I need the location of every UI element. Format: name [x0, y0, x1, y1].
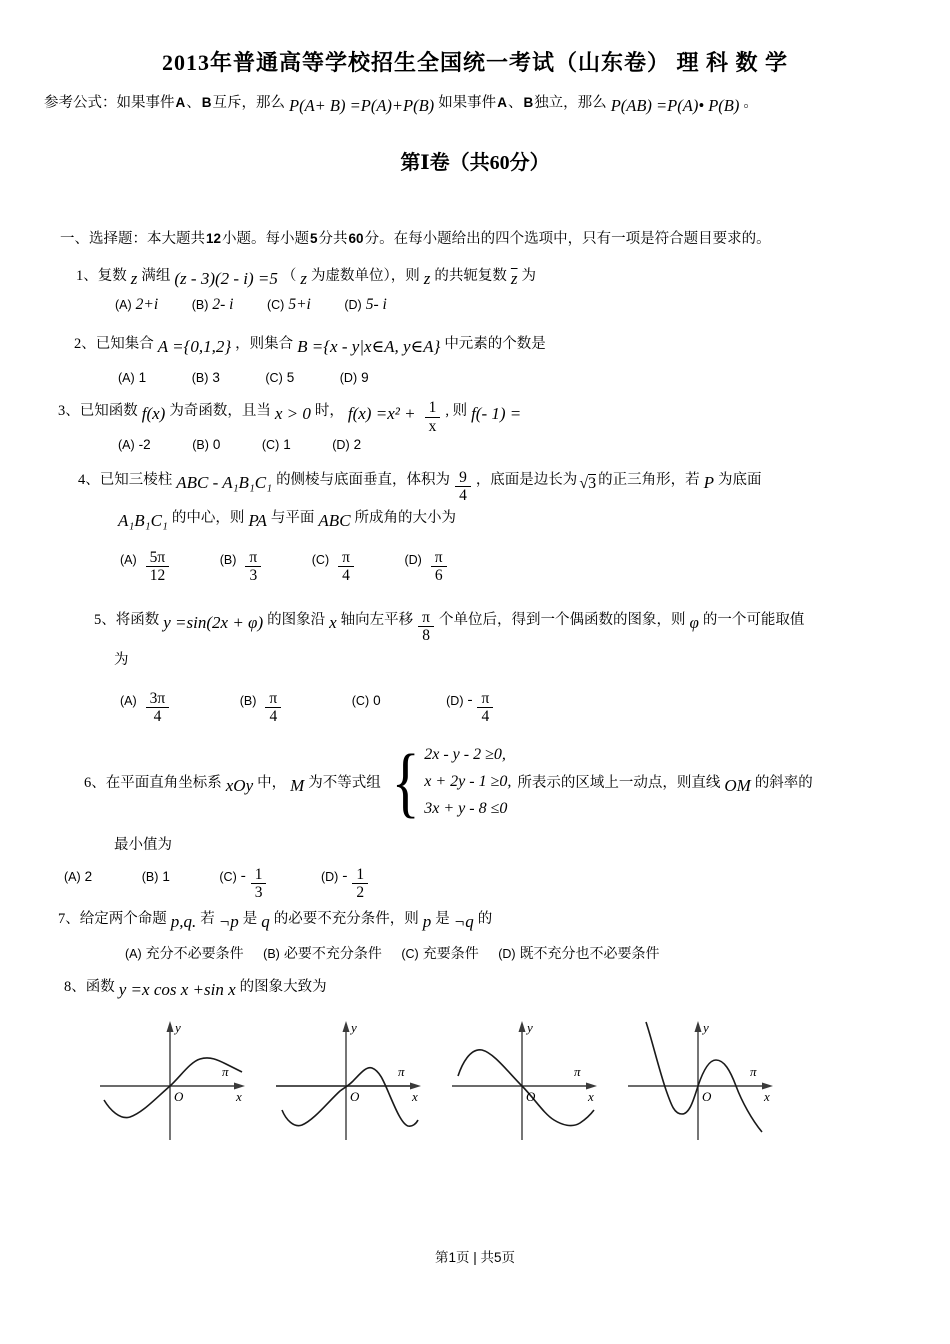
- question-6-stem: [84, 737, 950, 825]
- fraction-numerator: 3π: [149, 689, 166, 707]
- text-segment: 的正三角形，若: [598, 471, 700, 488]
- question-7-options: [125, 943, 950, 963]
- text-segment: P: [703, 472, 714, 492]
- system-brace: {: [391, 737, 420, 825]
- option-label: (B): [239, 693, 257, 708]
- text-segment: 的一个可能取值: [702, 612, 805, 629]
- text-segment: ABC - A₁B₁C₁: [176, 472, 273, 492]
- text-segment: (z - 3)(2 - i) =5: [174, 269, 278, 288]
- fraction: [352, 866, 368, 901]
- text-segment: 的图象大致为: [239, 978, 327, 995]
- option-b: [240, 688, 287, 723]
- x-axis-label: x: [412, 1089, 418, 1105]
- option-label: (B): [219, 553, 237, 568]
- option-label: (A): [64, 869, 81, 884]
- y-axis-label: y: [351, 1020, 357, 1036]
- graph-option-b: [272, 1014, 422, 1146]
- question-5-stem-line2: 为: [114, 652, 129, 669]
- option-label: (B): [192, 437, 209, 452]
- option-c: [401, 943, 478, 963]
- text-segment: 满组: [141, 268, 171, 284]
- text-segment: ABC: [318, 510, 351, 530]
- text-segment: A: [497, 95, 507, 110]
- text-segment: A: [175, 95, 186, 110]
- text-segment: 8、函数: [64, 978, 115, 995]
- question-6-options: [64, 864, 950, 899]
- text-segment: 个单位后，得到一个偶函数的图象，则: [438, 612, 686, 629]
- fraction: [431, 549, 447, 584]
- option-label: (C): [266, 297, 285, 312]
- fraction: [146, 690, 170, 725]
- fraction-denominator: 6: [431, 566, 447, 584]
- text-segment: y =sin(2x + φ): [163, 613, 264, 633]
- text-segment: z: [423, 269, 431, 288]
- question-2-options: [118, 370, 950, 387]
- option-value: 9: [361, 369, 369, 385]
- text-segment: 的斜率的: [754, 774, 813, 791]
- text-segment: 1、复数: [76, 268, 127, 284]
- text-segment: 、: [507, 95, 523, 111]
- question-6: [0, 737, 950, 901]
- inequality-system: [387, 737, 512, 825]
- option-value: 0: [212, 436, 221, 452]
- pi-label: π: [398, 1064, 405, 1080]
- text-segment: 、: [186, 95, 201, 111]
- y-axis-arrow: [167, 1021, 174, 1032]
- text-segment: 独立，那么: [534, 95, 607, 111]
- text-segment: B: [523, 95, 534, 110]
- fraction-denominator: 3: [245, 566, 261, 584]
- question-8-stem: [64, 971, 950, 1001]
- text-segment: $\frac{1}{x}$: [425, 399, 441, 434]
- text-segment: x: [329, 613, 337, 633]
- question-4: [0, 464, 950, 583]
- option-value: 5+i: [288, 295, 311, 313]
- text-segment: 为虚数单位），则: [311, 268, 420, 284]
- text-segment: （: [281, 268, 297, 284]
- text-segment: ，则集合: [235, 335, 294, 352]
- curve: [458, 1050, 594, 1126]
- fraction-numerator: π: [249, 549, 258, 567]
- text-segment: 12: [206, 231, 222, 246]
- fraction-denominator: 4: [477, 707, 493, 725]
- text-segment: 的必要不充分条件，则: [273, 910, 419, 927]
- text-segment: 5: [310, 231, 318, 246]
- option-d: [321, 864, 373, 899]
- y-axis-arrow: [519, 1021, 526, 1032]
- option-b: [192, 437, 220, 454]
- option-a: [64, 869, 92, 886]
- text-segment: ，底面是边长为: [475, 471, 578, 488]
- option-label: (B): [141, 869, 159, 884]
- question-7: [0, 903, 950, 963]
- system-line-2: x + 2y - 1 ≥0,: [424, 773, 512, 791]
- option-value: 必要不充分条件: [283, 946, 382, 962]
- option-c: [265, 370, 294, 387]
- fraction-numerator: π: [434, 549, 443, 567]
- option-a: [120, 547, 174, 585]
- section-title: 第Ⅰ卷（共60分）: [400, 152, 550, 174]
- text-segment: 的图象沿: [267, 612, 326, 629]
- text-segment: φ: [689, 613, 699, 633]
- option-label: (A): [125, 946, 142, 961]
- fraction: [338, 549, 354, 584]
- text-segment: 所成角的大小为: [354, 509, 457, 526]
- text-segment: 3、已知函数: [58, 402, 138, 419]
- question-4-stem-line1: [78, 464, 950, 502]
- question-1-stem: [76, 260, 950, 290]
- question-4-stem-line2: [114, 502, 950, 532]
- option-c: [311, 547, 359, 585]
- option-label: (C): [351, 693, 370, 708]
- option-b: [142, 869, 170, 886]
- text-segment: 为不等式组: [308, 774, 381, 791]
- text-segment: 4、已知三棱柱: [78, 471, 173, 488]
- option-label: (A): [115, 297, 132, 312]
- fraction-numerator: π: [481, 689, 490, 707]
- origin-label: O: [526, 1089, 536, 1105]
- option-label: (A): [118, 370, 135, 385]
- question-4-options: [120, 547, 950, 585]
- minus-sign: -: [342, 867, 348, 884]
- option-label: (D): [332, 437, 350, 452]
- option-label: (A): [118, 437, 135, 452]
- minus-sign: -: [467, 691, 473, 708]
- x-axis-label: x: [236, 1089, 242, 1105]
- fraction: [146, 549, 170, 584]
- y-axis-label: y: [175, 1020, 181, 1036]
- option-c: [267, 296, 311, 314]
- option-label: (A): [120, 693, 137, 708]
- option-label: (B): [191, 370, 209, 385]
- option-a: [118, 370, 146, 387]
- option-value: 1: [283, 436, 291, 452]
- x-axis-label: x: [588, 1089, 594, 1105]
- fraction-numerator: π: [342, 549, 350, 567]
- text-segment: q: [261, 911, 270, 931]
- option-c: [262, 437, 291, 454]
- graph-b-svg: [272, 1014, 422, 1146]
- text-segment: P(A+ B) =P(A)+P(B): [289, 96, 435, 115]
- text-segment: p: [422, 911, 432, 931]
- option-value: 0: [373, 692, 381, 708]
- option-label: (A): [120, 553, 137, 568]
- graph-option-c: [448, 1014, 598, 1146]
- option-value: 5- i: [365, 295, 387, 313]
- text-segment: f(- 1) =: [471, 403, 522, 423]
- text-segment: p,q.: [170, 911, 197, 931]
- text-segment: P(AB) =P(A)• P(B): [610, 96, 740, 115]
- option-d: [446, 688, 498, 723]
- system-line-3: 3x + y - 8 ≤0: [424, 800, 508, 818]
- option-label: (B): [191, 297, 209, 312]
- question-2: [0, 328, 950, 387]
- question-1: [0, 260, 950, 314]
- question-2-stem: [74, 328, 950, 358]
- question-5-options: [120, 688, 950, 723]
- fraction-numerator: 1: [254, 865, 263, 883]
- option-label: (D): [498, 946, 516, 961]
- option-b: [263, 943, 382, 963]
- origin-label: O: [350, 1089, 360, 1105]
- fraction-numerator: 5π: [149, 549, 166, 567]
- text-segment: 为奇函数，且当: [169, 402, 271, 419]
- option-label: (D): [320, 869, 339, 884]
- fraction-denominator: 4: [146, 707, 170, 725]
- text-segment: 小题。每小题: [222, 231, 310, 247]
- fraction-denominator: 2: [352, 883, 368, 901]
- option-c: [219, 864, 271, 899]
- system-lines: [424, 741, 511, 823]
- question-8: [0, 971, 950, 1147]
- text-segment: 5、将函数: [94, 612, 160, 629]
- question-3: [0, 395, 950, 454]
- text-segment: 所表示的区域上一动点，则直线: [517, 774, 721, 791]
- option-b: [192, 296, 234, 314]
- option-b: [192, 370, 220, 387]
- text-segment: M: [290, 775, 305, 795]
- option-c: [352, 693, 381, 710]
- text-segment: B: [201, 95, 212, 110]
- fraction-denominator: 12: [146, 566, 170, 584]
- text-segment: 分共: [318, 231, 348, 247]
- text-segment: 是: [242, 910, 258, 927]
- question-3-stem: [58, 395, 950, 433]
- option-value: 充要条件: [422, 946, 479, 962]
- text-segment: , 则: [445, 402, 468, 419]
- graph-c-svg: [448, 1014, 598, 1146]
- text-segment: 的共轭复数: [434, 268, 507, 284]
- y-axis-label: y: [703, 1020, 709, 1036]
- y-axis-arrow: [695, 1021, 702, 1032]
- text-segment: 中，: [257, 774, 287, 791]
- text-segment: $\frac{\pi}{8}$: [418, 609, 434, 644]
- option-value: 5: [286, 369, 295, 385]
- option-d: [344, 296, 386, 314]
- graph-option-a: [96, 1014, 246, 1146]
- question-8-graph-options: [96, 1014, 950, 1146]
- text-segment: ¬p: [218, 911, 239, 931]
- fraction-numerator: π: [269, 689, 278, 707]
- option-label: (D): [404, 553, 422, 568]
- text-segment: A ={0,1,2}: [157, 336, 232, 356]
- text-segment: 参考公式：如果事件: [44, 95, 175, 111]
- fraction: [245, 549, 261, 584]
- pi-label: π: [574, 1064, 581, 1080]
- option-value: 2- i: [212, 295, 234, 313]
- option-label: (D): [446, 693, 464, 708]
- graph-d-svg: [624, 1014, 774, 1146]
- text-segment: z: [300, 269, 308, 288]
- option-a: [120, 688, 174, 723]
- y-axis-arrow: [343, 1021, 350, 1032]
- text-segment: ¬q: [453, 911, 474, 931]
- graph-a-svg: [96, 1014, 246, 1146]
- option-d: [404, 547, 451, 585]
- page-title: 2013年普通高等学校招生全国统一考试（山东卷） 理 科 数 学: [161, 50, 788, 75]
- fraction-denominator: 3: [251, 883, 267, 901]
- fraction-denominator: 4: [338, 566, 354, 584]
- option-value: 1: [138, 369, 147, 385]
- option-d: [498, 943, 659, 963]
- option-a: [118, 437, 151, 454]
- text-segment: 为底面: [717, 471, 762, 488]
- text-segment: xOy: [225, 775, 254, 795]
- text-segment: x > 0: [274, 403, 311, 423]
- text-segment: √3: [579, 474, 597, 492]
- graph-option-d: [624, 1014, 774, 1146]
- pi-label: π: [222, 1064, 229, 1080]
- curve: [646, 1022, 762, 1132]
- text-segment: 轴向左平移: [340, 612, 414, 629]
- option-label: (D): [344, 297, 362, 312]
- text-segment: 中元素的个数是: [444, 335, 546, 352]
- question-7-stem: [58, 903, 950, 933]
- fraction: [265, 690, 281, 725]
- option-value: 2: [84, 868, 93, 884]
- text-segment: y =x cos x +sin x: [118, 979, 236, 999]
- fraction-denominator: 4: [265, 707, 281, 725]
- option-label: (D): [339, 370, 358, 385]
- question-1-options: [115, 296, 950, 314]
- text-segment: 为: [521, 268, 537, 284]
- origin-label: O: [174, 1089, 184, 1105]
- question-6-stem-line2: 最小值为: [114, 836, 172, 853]
- option-value: 2: [353, 436, 362, 452]
- text-segment: 与平面: [270, 509, 315, 526]
- text-segment: 7、给定两个命题: [58, 910, 167, 927]
- text-segment: 的中心，则: [171, 509, 245, 526]
- text-segment: 分。在每小题给出的四个选项中，只有一项是符合题目要求的。: [364, 231, 771, 247]
- option-label: (C): [265, 370, 283, 385]
- option-value: 1: [162, 868, 170, 884]
- text-segment: 6、在平面直角坐标系: [84, 774, 222, 791]
- x-axis-label: x: [764, 1089, 770, 1105]
- text-segment: 如果事件: [438, 95, 497, 111]
- question-5-stem: [94, 604, 950, 645]
- text-segment: f(x) =x² +: [347, 403, 416, 423]
- option-label: (C): [261, 437, 280, 452]
- text-segment: $\overline{z}$: [510, 269, 518, 288]
- option-value: 既不充分也不必要条件: [519, 946, 660, 962]
- text-segment: 。: [743, 95, 758, 111]
- text-segment: 若: [200, 910, 215, 927]
- stem-part-1: [84, 767, 381, 797]
- option-d: [332, 437, 361, 454]
- pi-label: π: [750, 1064, 757, 1080]
- fraction-numerator: 1: [356, 865, 365, 883]
- text-segment: 的: [477, 910, 493, 927]
- text-segment: z: [130, 269, 138, 288]
- instructions: [60, 227, 950, 248]
- option-value: -2: [138, 436, 151, 452]
- option-value: 3: [212, 369, 220, 385]
- text-segment: 时，: [314, 402, 344, 419]
- text-segment: B ={x - y|x∈A, y∈A}: [297, 336, 441, 356]
- option-value: 2+i: [135, 295, 159, 313]
- minus-sign: -: [240, 867, 246, 884]
- fraction: [477, 690, 493, 725]
- question-3-options: [118, 437, 950, 454]
- origin-label: O: [702, 1089, 712, 1105]
- text-segment: 60: [348, 231, 364, 246]
- option-a: [115, 296, 158, 314]
- system-line-1: 2x - y - 2 ≥0,: [424, 745, 506, 763]
- text-segment: 的侧棱与底面垂直，体积为: [276, 471, 451, 488]
- text-segment: PA: [248, 510, 267, 530]
- option-d: [340, 370, 369, 387]
- stem-part-2: [517, 767, 812, 797]
- text-segment: 是: [435, 910, 450, 927]
- text-segment: A₁B₁C₁: [118, 510, 168, 530]
- text-segment: $\frac{9}{4}$: [455, 469, 471, 504]
- option-label: (C): [219, 869, 237, 884]
- option-value: 充分不必要条件: [145, 946, 244, 962]
- text-segment: f(x): [141, 403, 166, 423]
- option-b: [219, 547, 267, 585]
- reference-formula: [44, 89, 950, 116]
- option-a: [125, 943, 244, 963]
- question-5: [0, 604, 950, 723]
- text-segment: 2、已知集合: [74, 335, 154, 352]
- option-label: (B): [263, 946, 280, 961]
- option-label: (C): [311, 553, 330, 568]
- text-segment: 一、选择题：本大题共: [60, 231, 205, 247]
- y-axis-label: y: [527, 1020, 533, 1036]
- text-segment: 互斥，那么: [212, 95, 285, 111]
- option-label: (C): [401, 946, 419, 961]
- text-segment: OM: [724, 775, 751, 795]
- fraction: [251, 866, 267, 901]
- page-footer: 第1页 | 共5页: [434, 1250, 516, 1265]
